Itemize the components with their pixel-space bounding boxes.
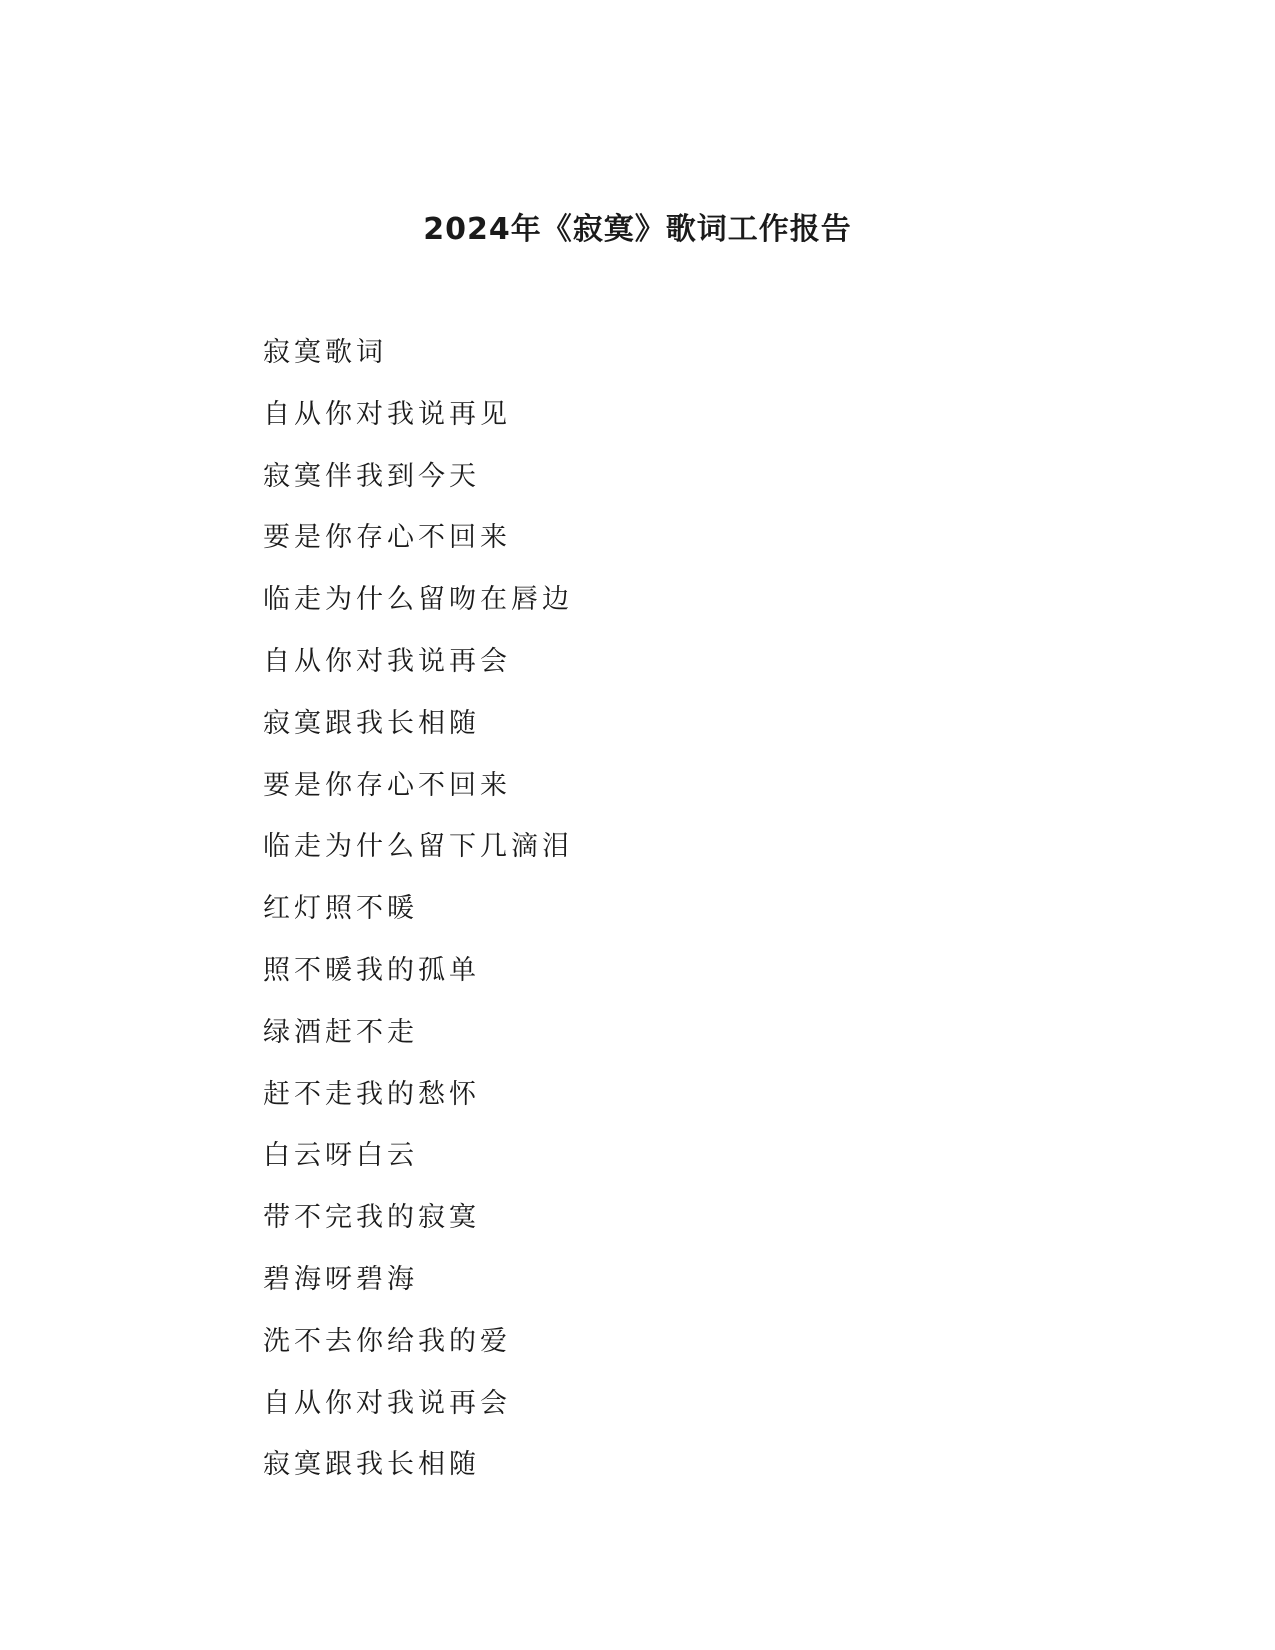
- lyric-line: 红灯照不暖: [263, 893, 418, 925]
- lyric-line: 白云呀白云: [263, 1140, 418, 1172]
- lyric-line: 洗不去你给我的爱: [263, 1325, 511, 1357]
- lyric-line: 照不暖我的孤单: [263, 954, 480, 986]
- lyric-line: 寂寞跟我长相随: [263, 1449, 480, 1481]
- lyric-line: 赶不走我的愁怀: [263, 1078, 480, 1110]
- lyric-line: 临走为什么留下几滴泪: [263, 831, 573, 863]
- lyric-line: 临走为什么留吻在唇边: [263, 584, 573, 616]
- lyric-line: 寂寞歌词: [263, 337, 387, 368]
- lyric-line: 碧海呀碧海: [263, 1263, 418, 1295]
- lyric-line: 绿酒赶不走: [263, 1016, 418, 1048]
- lyric-line: 寂寞伴我到今天: [263, 460, 480, 492]
- lyric-line: 自从你对我说再见: [263, 398, 511, 430]
- lyric-line: 要是你存心不回来: [263, 522, 511, 554]
- lyric-line: 要是你存心不回来: [263, 769, 511, 801]
- lyric-line: 自从你对我说再会: [263, 1387, 511, 1419]
- document-title: 2024年《寂寞》歌词工作报告: [423, 212, 852, 247]
- lyric-line: 带不完我的寂寞: [263, 1202, 480, 1234]
- lyric-line: 自从你对我说再会: [263, 645, 511, 677]
- lyrics-list: [263, 333, 573, 1507]
- lyric-line: 寂寞跟我长相随: [263, 707, 480, 739]
